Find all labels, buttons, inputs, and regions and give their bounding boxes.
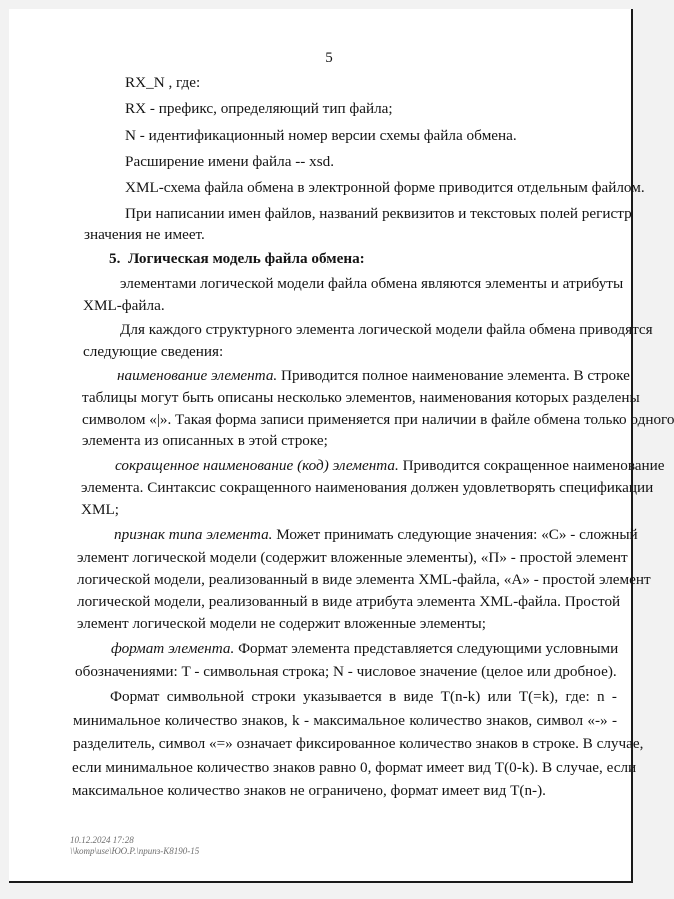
text-line: элемент логической модели (содержит вложенные элементы), «П» - простой элемент [77,549,628,566]
text-line: таблицы могут быть описаны несколько элементов, наименования которых разделены [82,389,640,406]
text-line: элемента из описанных в этой строке; [82,432,328,449]
text-line: Формат символьной строки указывается в виде T(n-k) или T(=k), где: n - [110,688,617,705]
text-line: RX - префикс, определяющий тип файла; [125,100,393,117]
section-title: Логическая модель файла обмена: [127,250,365,267]
text-line: максимальное количество знаков не ограничено, формат имеет вид T(n-). [72,782,546,799]
text-line: элемент логической модели не содержит вложенные элементы; [77,615,486,632]
term-italic: сокращенное наименование (код) элемента. [115,457,399,474]
text-line: формат элемента. Формат элемента представляется следующими условными [111,640,619,657]
text-line: минимальное количество знаков, k - максимальное количество знаков, символ «-» - [73,712,617,729]
text-line: XML; [81,501,119,518]
term-italic: формат элемента. [111,640,235,657]
section-number: 5. [109,250,121,267]
text-line: RX_N , где: [125,74,201,91]
print-date: 10.12.2024 17:28 [70,835,134,845]
text-line: признак типа элемента. Может принимать следующие значения: «С» - сложный [114,526,638,543]
text-line: если минимальное количество знаков равно 0, формат имеет вид T(0-k). В случае, если [72,759,637,776]
text-line: сокращенное наименование (код) элемента. Приводится сокращенное наименование [115,457,665,474]
print-footer [70,835,199,857]
term-italic: признак типа элемента. [114,526,273,543]
text-line: При написании имен файлов, названий реквизитов и текстовых полей регистр [125,205,632,222]
text-line: Расширение имени файла -- xsd. [125,153,335,170]
text-line: наименование элемента. Приводится полное наименование элемента. В строке [117,367,630,384]
text-line: элемента. Синтаксис сокращенного наименования должен удовлетворять спецификации [81,479,654,496]
section-heading [109,250,365,268]
text-line: Для каждого структурного элемента логической модели файла обмена приводятся [120,321,653,338]
text-line: обозначениями: T - символьная строка; N - числовое значение (целое или дробное). [75,663,617,680]
page-number: 5 [325,50,333,66]
document-page [9,9,674,883]
text-line: XML-файла. [83,297,165,314]
text-line: элементами логической модели файла обмена являются элементы и атрибуты [120,275,624,292]
text-line: символом «|». Такая форма записи применяется при наличии в файле обмена только одного [82,411,674,428]
text-line: XML-схема файла обмена в электронной форме приводится отдельным файлом. [125,179,645,196]
text-line: значения не имеет. [84,226,205,243]
text-line: логической модели, реализованный в виде атрибута элемента XML-файла. Простой [77,593,621,610]
text-line: разделитель, символ «=» означает фиксированное количество знаков в строке. В случае, [73,735,644,752]
term-italic: наименование элемента. [117,367,278,384]
text-line: N - идентификационный номер версии схемы файла обмена. [125,127,517,144]
text-line: следующие сведения: [83,343,224,360]
file-path: \\komp\use\ЮО.Р.\припз-К8190-15 [70,846,200,856]
text-line: логической модели, реализованный в виде элемента XML-файла, «А» - простой элемент [77,571,651,588]
